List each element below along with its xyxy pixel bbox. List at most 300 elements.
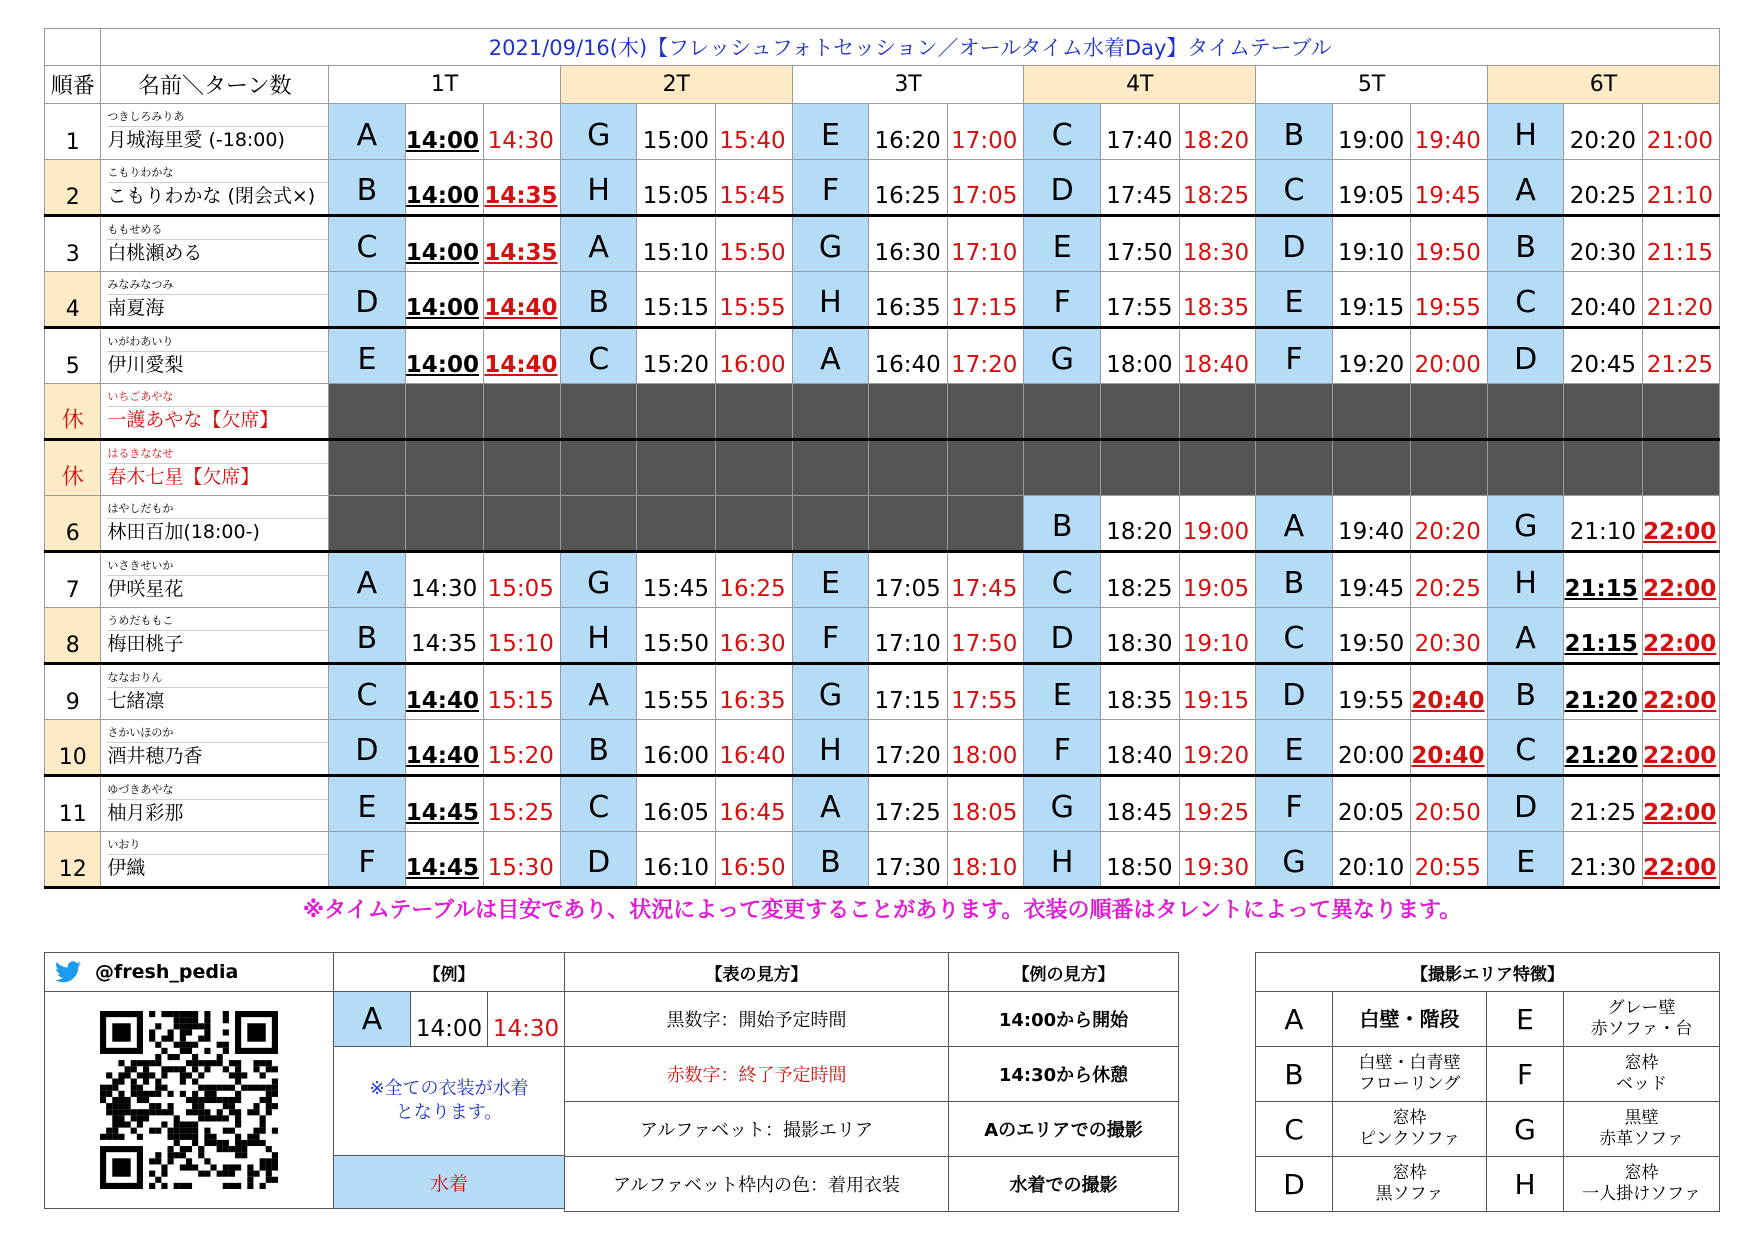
area-letter: D bbox=[1024, 160, 1101, 216]
talent-kana: いがわあいり bbox=[107, 335, 174, 348]
area-letter: B bbox=[560, 720, 637, 776]
end-time: 17:45 bbox=[947, 552, 1024, 608]
start-time: 14:00 bbox=[405, 216, 484, 272]
area-letter: F bbox=[1486, 1046, 1564, 1102]
talent-name-cell bbox=[101, 664, 329, 720]
area-letter: H bbox=[792, 720, 869, 776]
end-time: 15:30 bbox=[484, 832, 561, 888]
absent-slot bbox=[1024, 384, 1101, 440]
end-time: 15:40 bbox=[716, 104, 793, 160]
area-letter: A bbox=[1256, 496, 1333, 552]
start-time: 19:55 bbox=[1332, 664, 1411, 720]
how-to-read-item: 赤数字：終了予定時間 bbox=[564, 1046, 949, 1102]
start-time: 20:40 bbox=[1564, 272, 1643, 328]
absent-slot bbox=[1179, 384, 1256, 440]
how-to-read-item: アルファベット枠内の色：着用衣装 bbox=[564, 1156, 949, 1212]
start-time: 18:25 bbox=[1100, 552, 1179, 608]
absent-slot bbox=[869, 384, 948, 440]
area-letter: A bbox=[1487, 160, 1564, 216]
start-time: 17:50 bbox=[1100, 216, 1179, 272]
row-index: 2 bbox=[45, 160, 101, 216]
start-time: 20:30 bbox=[1564, 216, 1643, 272]
header-turn: 2T bbox=[560, 66, 792, 104]
end-time: 22:00 bbox=[1643, 608, 1720, 664]
absent-slot bbox=[1179, 440, 1256, 496]
start-time: 20:05 bbox=[1332, 776, 1411, 832]
area-letter: H bbox=[1486, 1156, 1564, 1212]
absent-slot bbox=[329, 384, 406, 440]
end-time: 22:00 bbox=[1643, 832, 1720, 888]
start-time: 21:20 bbox=[1564, 720, 1643, 776]
talent-name: こもりわかな (閉会式×) bbox=[107, 182, 328, 209]
header-turn: 3T bbox=[792, 66, 1024, 104]
end-time: 19:55 bbox=[1411, 272, 1488, 328]
area-description: 窓枠 黒ソファ bbox=[1332, 1156, 1487, 1212]
start-time: 18:30 bbox=[1100, 608, 1179, 664]
start-time: 14:45 bbox=[405, 776, 484, 832]
absent-slot bbox=[1100, 440, 1179, 496]
area-letter: C bbox=[1487, 720, 1564, 776]
end-time: 20:20 bbox=[1411, 496, 1488, 552]
end-time: 19:30 bbox=[1179, 832, 1256, 888]
talent-name-cell bbox=[101, 384, 329, 440]
end-time: 14:35 bbox=[484, 160, 561, 216]
costume-note: ※全ての衣装が水着となります。 bbox=[333, 1046, 565, 1156]
end-time: 19:25 bbox=[1179, 776, 1256, 832]
end-time: 16:00 bbox=[716, 328, 793, 384]
start-time: 18:40 bbox=[1100, 720, 1179, 776]
end-time: 22:00 bbox=[1643, 720, 1720, 776]
area-letter: C bbox=[1024, 104, 1101, 160]
row-index: 12 bbox=[45, 832, 101, 888]
area-letter: F bbox=[1024, 720, 1101, 776]
costume-swatch: 水着 bbox=[333, 1155, 565, 1209]
start-time: 19:10 bbox=[1332, 216, 1411, 272]
area-letter: E bbox=[1024, 216, 1101, 272]
row-index: 休 bbox=[45, 440, 101, 496]
end-time: 20:40 bbox=[1411, 720, 1488, 776]
area-letter: G bbox=[792, 216, 869, 272]
end-time: 15:10 bbox=[484, 608, 561, 664]
talent-kana: うめだももこ bbox=[107, 614, 174, 627]
start-time: 21:20 bbox=[1564, 664, 1643, 720]
area-letter: B bbox=[560, 272, 637, 328]
end-time: 22:00 bbox=[1643, 496, 1720, 552]
talent-kana: いちごあやな bbox=[107, 390, 174, 403]
area-letter: A bbox=[560, 216, 637, 272]
example-header: 【例】 bbox=[333, 952, 565, 992]
area-letter: H bbox=[560, 608, 637, 664]
example-read-item: 14:30から休憩 bbox=[948, 1046, 1179, 1102]
area-letter: D bbox=[1256, 664, 1333, 720]
area-letter: E bbox=[1256, 720, 1333, 776]
timetable-sheet bbox=[44, 28, 1720, 923]
example-end: 14:30 bbox=[487, 991, 565, 1047]
absent-slot bbox=[1332, 384, 1411, 440]
talent-name: 七緒凛 bbox=[107, 687, 328, 714]
note-banner bbox=[44, 893, 1720, 924]
area-letter: C bbox=[329, 664, 406, 720]
absent-slot bbox=[792, 496, 869, 552]
end-time: 15:15 bbox=[484, 664, 561, 720]
start-time: 18:20 bbox=[1100, 496, 1179, 552]
area-letter: A bbox=[329, 552, 406, 608]
start-time: 15:50 bbox=[637, 608, 716, 664]
area-description: 白壁・白青壁 フローリング bbox=[1332, 1046, 1487, 1102]
talent-name: 梅田桃子 bbox=[107, 630, 328, 657]
area-letter: H bbox=[792, 272, 869, 328]
header-turn: 1T bbox=[329, 66, 561, 104]
absent-slot bbox=[560, 440, 637, 496]
area-letter: C bbox=[1256, 160, 1333, 216]
talent-name-cell bbox=[101, 104, 329, 160]
end-time: 20:25 bbox=[1411, 552, 1488, 608]
absent-slot bbox=[560, 496, 637, 552]
table-row bbox=[45, 664, 1720, 720]
area-letter: D bbox=[1487, 776, 1564, 832]
start-time: 17:25 bbox=[869, 776, 948, 832]
end-time: 15:05 bbox=[484, 552, 561, 608]
end-time: 18:00 bbox=[947, 720, 1024, 776]
talent-name: 伊織 bbox=[107, 854, 328, 881]
area-description: 窓枠 ベッド bbox=[1563, 1046, 1720, 1102]
start-time: 18:00 bbox=[1100, 328, 1179, 384]
area-letter: E bbox=[1256, 272, 1333, 328]
start-time: 21:25 bbox=[1564, 776, 1643, 832]
example-read-item: 水着での撮影 bbox=[948, 1156, 1179, 1212]
end-time: 18:30 bbox=[1179, 216, 1256, 272]
end-time: 16:35 bbox=[716, 664, 793, 720]
start-time: 15:15 bbox=[637, 272, 716, 328]
absent-slot bbox=[1100, 384, 1179, 440]
area-letter: F bbox=[792, 608, 869, 664]
area-header: 【撮影エリア特徴】 bbox=[1255, 952, 1720, 992]
start-time: 18:45 bbox=[1100, 776, 1179, 832]
area-letter: B bbox=[329, 608, 406, 664]
area-letter: G bbox=[1024, 328, 1101, 384]
start-time: 17:45 bbox=[1100, 160, 1179, 216]
end-time: 19:50 bbox=[1411, 216, 1488, 272]
end-time: 17:20 bbox=[947, 328, 1024, 384]
table-row bbox=[45, 440, 1720, 496]
start-time: 17:15 bbox=[869, 664, 948, 720]
absent-slot bbox=[792, 384, 869, 440]
end-time: 17:55 bbox=[947, 664, 1024, 720]
talent-name: 南夏海 bbox=[107, 294, 328, 321]
talent-name-cell bbox=[101, 832, 329, 888]
talent-kana: ゆづきあやな bbox=[107, 783, 174, 796]
end-time: 21:00 bbox=[1643, 104, 1720, 160]
end-time: 18:40 bbox=[1179, 328, 1256, 384]
start-time: 20:25 bbox=[1564, 160, 1643, 216]
end-time: 20:30 bbox=[1411, 608, 1488, 664]
end-time: 19:15 bbox=[1179, 664, 1256, 720]
end-time: 14:40 bbox=[484, 328, 561, 384]
header-turn: 6T bbox=[1487, 66, 1719, 104]
area-letter: E bbox=[792, 552, 869, 608]
area-letter: F bbox=[1256, 328, 1333, 384]
absent-slot bbox=[329, 440, 406, 496]
talent-name-cell bbox=[101, 720, 329, 776]
start-time: 14:00 bbox=[405, 272, 484, 328]
talent-kana: つきしろみりあ bbox=[107, 110, 185, 123]
talent-name-cell bbox=[101, 440, 329, 496]
end-time: 18:10 bbox=[947, 832, 1024, 888]
start-time: 17:10 bbox=[869, 608, 948, 664]
talent-name: 林田百加(18:00-) bbox=[107, 518, 328, 545]
start-time: 14:35 bbox=[405, 608, 484, 664]
example-read-header: 【例の見方】 bbox=[948, 952, 1179, 992]
end-time: 19:10 bbox=[1179, 608, 1256, 664]
title-left-blank bbox=[45, 29, 101, 66]
start-time: 15:10 bbox=[637, 216, 716, 272]
start-time: 14:40 bbox=[405, 720, 484, 776]
start-time: 16:20 bbox=[869, 104, 948, 160]
header-name: 名前＼ターン数 bbox=[101, 66, 329, 104]
twitter-icon bbox=[55, 961, 81, 983]
talent-name-cell bbox=[101, 272, 329, 328]
table-row bbox=[45, 832, 1720, 888]
start-time: 19:45 bbox=[1332, 552, 1411, 608]
area-letter: E bbox=[329, 328, 406, 384]
table-row bbox=[45, 552, 1720, 608]
area-letter: G bbox=[560, 552, 637, 608]
twitter-handle-cell bbox=[44, 952, 334, 992]
page-title: 2021/09/16(木)【フレッシュフォトセッション／オールタイム水着Day】タイムテーブル bbox=[101, 29, 1720, 66]
absent-slot bbox=[1256, 440, 1333, 496]
table-row bbox=[45, 104, 1720, 160]
absent-slot bbox=[1643, 384, 1720, 440]
area-letter: F bbox=[1256, 776, 1333, 832]
end-time: 17:15 bbox=[947, 272, 1024, 328]
end-time: 19:40 bbox=[1411, 104, 1488, 160]
area-letter: H bbox=[560, 160, 637, 216]
row-index: 8 bbox=[45, 608, 101, 664]
area-letter: G bbox=[792, 664, 869, 720]
start-time: 16:40 bbox=[869, 328, 948, 384]
talent-name: 柚月彩那 bbox=[107, 799, 328, 826]
absent-slot bbox=[947, 384, 1024, 440]
how-to-read-header: 【表の見方】 bbox=[564, 952, 949, 992]
start-time: 17:20 bbox=[869, 720, 948, 776]
start-time: 18:50 bbox=[1100, 832, 1179, 888]
start-time: 14:00 bbox=[405, 160, 484, 216]
end-time: 22:00 bbox=[1643, 552, 1720, 608]
table-row bbox=[45, 328, 1720, 384]
talent-name: 酒井穂乃香 bbox=[107, 742, 328, 769]
note-text: ※タイムテーブルは目安であり、状況によって変更することがあります。衣装の順番はタレントによって異なります。 bbox=[302, 898, 1462, 923]
end-time: 19:05 bbox=[1179, 552, 1256, 608]
area-letter: D bbox=[329, 720, 406, 776]
area-letter: H bbox=[1487, 104, 1564, 160]
area-letter: B bbox=[1487, 216, 1564, 272]
absent-slot bbox=[1564, 440, 1643, 496]
table-row bbox=[45, 496, 1720, 552]
start-time: 16:05 bbox=[637, 776, 716, 832]
start-time: 19:40 bbox=[1332, 496, 1411, 552]
absent-slot bbox=[1256, 384, 1333, 440]
absent-slot bbox=[484, 384, 561, 440]
talent-name: 白桃瀬める bbox=[107, 239, 328, 266]
start-time: 20:45 bbox=[1564, 328, 1643, 384]
qr-cell bbox=[44, 991, 334, 1209]
start-time: 16:00 bbox=[637, 720, 716, 776]
start-time: 20:20 bbox=[1564, 104, 1643, 160]
example-area: A bbox=[333, 991, 411, 1047]
table-row bbox=[45, 160, 1720, 216]
area-letter: H bbox=[1487, 552, 1564, 608]
talent-kana: はるきななせ bbox=[107, 447, 174, 460]
end-time: 18:25 bbox=[1179, 160, 1256, 216]
talent-kana: いさきせいか bbox=[107, 559, 174, 572]
area-description: グレー壁 赤ソファ・台 bbox=[1563, 991, 1720, 1047]
area-letter: G bbox=[560, 104, 637, 160]
end-time: 21:15 bbox=[1643, 216, 1720, 272]
start-time: 14:45 bbox=[405, 832, 484, 888]
absent-slot bbox=[947, 440, 1024, 496]
area-letter: G bbox=[1487, 496, 1564, 552]
absent-slot bbox=[484, 496, 561, 552]
row-index: 10 bbox=[45, 720, 101, 776]
start-time: 17:55 bbox=[1100, 272, 1179, 328]
absent-slot bbox=[1024, 440, 1101, 496]
absent-slot bbox=[1487, 440, 1564, 496]
area-letter: B bbox=[1256, 552, 1333, 608]
start-time: 17:30 bbox=[869, 832, 948, 888]
start-time: 14:40 bbox=[405, 664, 484, 720]
area-letter: C bbox=[560, 328, 637, 384]
absent-slot bbox=[869, 496, 948, 552]
talent-name-cell bbox=[101, 608, 329, 664]
end-time: 17:00 bbox=[947, 104, 1024, 160]
end-time: 19:00 bbox=[1179, 496, 1256, 552]
end-time: 15:55 bbox=[716, 272, 793, 328]
area-letter: G bbox=[1256, 832, 1333, 888]
end-time: 20:00 bbox=[1411, 328, 1488, 384]
area-letter: D bbox=[1487, 328, 1564, 384]
start-time: 15:05 bbox=[637, 160, 716, 216]
area-letter: F bbox=[1024, 272, 1101, 328]
start-time: 14:00 bbox=[405, 328, 484, 384]
end-time: 17:10 bbox=[947, 216, 1024, 272]
talent-kana: ななおりん bbox=[107, 671, 163, 684]
start-time: 19:05 bbox=[1332, 160, 1411, 216]
end-time: 16:25 bbox=[716, 552, 793, 608]
start-time: 19:15 bbox=[1332, 272, 1411, 328]
absent-slot bbox=[405, 384, 484, 440]
row-index: 3 bbox=[45, 216, 101, 272]
area-letter: A bbox=[792, 776, 869, 832]
talent-name: 月城海里愛 (-18:00) bbox=[107, 126, 328, 153]
end-time: 22:00 bbox=[1643, 776, 1720, 832]
talent-kana: みなみなつみ bbox=[107, 278, 174, 291]
row-index: 7 bbox=[45, 552, 101, 608]
start-time: 20:10 bbox=[1332, 832, 1411, 888]
start-time: 20:00 bbox=[1332, 720, 1411, 776]
absent-slot bbox=[1564, 384, 1643, 440]
end-time: 19:20 bbox=[1179, 720, 1256, 776]
area-letter: C bbox=[329, 216, 406, 272]
talent-kana: いおり bbox=[107, 838, 141, 851]
twitter-handle[interactable]: @fresh_pedia bbox=[95, 961, 239, 983]
end-time: 19:45 bbox=[1411, 160, 1488, 216]
absent-slot bbox=[1411, 384, 1488, 440]
area-letter: E bbox=[329, 776, 406, 832]
start-time: 21:10 bbox=[1564, 496, 1643, 552]
header-index: 順番 bbox=[45, 66, 101, 104]
start-time: 15:20 bbox=[637, 328, 716, 384]
example-read-item: Aのエリアでの撮影 bbox=[948, 1101, 1179, 1157]
end-time: 21:20 bbox=[1643, 272, 1720, 328]
absent-slot bbox=[484, 440, 561, 496]
area-letter: A bbox=[1487, 608, 1564, 664]
absent-slot bbox=[637, 384, 716, 440]
how-to-read-item: 黒数字：開始予定時間 bbox=[564, 991, 949, 1047]
table-row bbox=[45, 272, 1720, 328]
talent-name-cell bbox=[101, 216, 329, 272]
area-letter: E bbox=[1487, 832, 1564, 888]
area-letter: F bbox=[329, 832, 406, 888]
qr-code-icon[interactable] bbox=[100, 1011, 278, 1189]
area-letter: D bbox=[1024, 608, 1101, 664]
end-time: 16:50 bbox=[716, 832, 793, 888]
area-letter: C bbox=[1024, 552, 1101, 608]
row-index: 1 bbox=[45, 104, 101, 160]
area-letter: F bbox=[792, 160, 869, 216]
area-letter: B bbox=[1256, 104, 1333, 160]
absent-slot bbox=[637, 440, 716, 496]
absent-slot bbox=[792, 440, 869, 496]
area-letter: C bbox=[560, 776, 637, 832]
start-time: 19:00 bbox=[1332, 104, 1411, 160]
header-turn: 4T bbox=[1024, 66, 1256, 104]
header-turn: 5T bbox=[1256, 66, 1488, 104]
area-letter: A bbox=[329, 104, 406, 160]
talent-name: 一護あやな【欠席】 bbox=[107, 406, 328, 433]
talent-kana: はやしだもか bbox=[107, 502, 174, 515]
talent-name: 伊川愛梨 bbox=[107, 351, 328, 378]
end-time: 21:10 bbox=[1643, 160, 1720, 216]
area-letter: B bbox=[1487, 664, 1564, 720]
start-time: 16:30 bbox=[869, 216, 948, 272]
area-letter: D bbox=[1255, 1156, 1333, 1212]
area-letter: A bbox=[560, 664, 637, 720]
area-letter: B bbox=[1255, 1046, 1333, 1102]
start-time: 21:15 bbox=[1564, 552, 1643, 608]
area-letter: D bbox=[560, 832, 637, 888]
row-index: 5 bbox=[45, 328, 101, 384]
start-time: 16:25 bbox=[869, 160, 948, 216]
start-time: 18:35 bbox=[1100, 664, 1179, 720]
area-letter: A bbox=[1255, 991, 1333, 1047]
absent-slot bbox=[869, 440, 948, 496]
end-time: 20:55 bbox=[1411, 832, 1488, 888]
row-index: 9 bbox=[45, 664, 101, 720]
start-time: 15:55 bbox=[637, 664, 716, 720]
start-time: 21:15 bbox=[1564, 608, 1643, 664]
end-time: 17:50 bbox=[947, 608, 1024, 664]
area-letter: E bbox=[792, 104, 869, 160]
end-time: 18:35 bbox=[1179, 272, 1256, 328]
row-index: 休 bbox=[45, 384, 101, 440]
start-time: 21:30 bbox=[1564, 832, 1643, 888]
area-letter: E bbox=[1486, 991, 1564, 1047]
area-letter: B bbox=[329, 160, 406, 216]
end-time: 18:20 bbox=[1179, 104, 1256, 160]
start-time: 17:40 bbox=[1100, 104, 1179, 160]
talent-name: 春木七星【欠席】 bbox=[107, 463, 328, 490]
absent-slot bbox=[1411, 440, 1488, 496]
